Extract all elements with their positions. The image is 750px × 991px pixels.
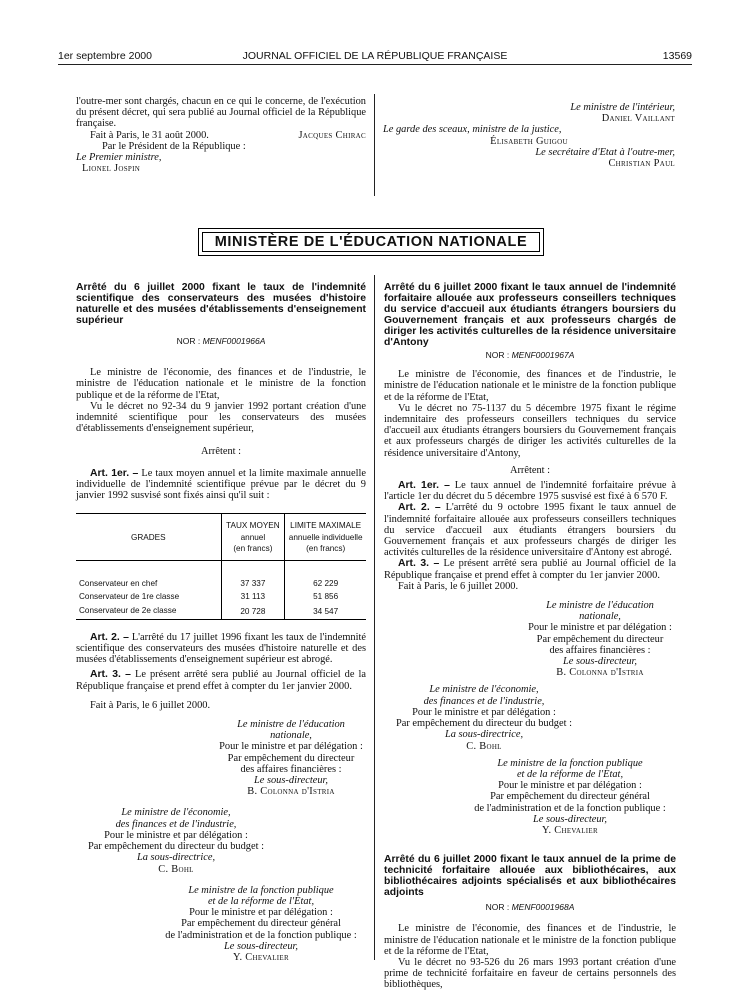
grade-cell: Conservateur de 1re classe <box>79 592 180 602</box>
sig-role: Le sous-directeur, <box>532 813 608 825</box>
ministry-banner <box>198 228 544 256</box>
outremer-name: Christian Paul <box>608 158 675 170</box>
rates-table-wrapper <box>76 513 366 620</box>
sig-title: des finances et de l'industrie, <box>423 695 545 707</box>
sig-line: Par empêchement du directeur général <box>181 918 341 930</box>
sig-title: Le ministre de l'éducation nationale, <box>546 600 654 623</box>
sig-line: Par empêchement du directeur <box>227 752 355 764</box>
grade-cell: Conservateur en chef <box>79 579 158 589</box>
sig-line: Pour le ministre et par délégation : <box>412 706 556 718</box>
table-row <box>76 604 366 619</box>
sig-title: et de la réforme de l'Etat, <box>516 768 624 780</box>
header-page-number: 13569 <box>662 50 692 62</box>
sig-line: Pour le ministre et par délégation : <box>104 829 248 841</box>
table-row <box>76 577 366 590</box>
right-preamble: Le ministre de l'économie, des finances et de l'industrie, le ministre de l'éducation nationale et le ministre de la fonction publique et de la réforme de l'Etat, <box>384 369 676 403</box>
grade-cell: Conservateur de 2e classe <box>79 605 177 615</box>
sig-name: Y. Chevalier <box>233 951 289 963</box>
right-nor <box>384 350 676 361</box>
sig-title: Le ministre de la fonction publique <box>188 884 334 896</box>
art2-text: L'arrêté du 17 juillet 1996 fixant les taux de l'indemnité scientifique des conservateurs des musées d'histoire naturelle et des musées d'établissements d'enseignement supérieur est abrogé. <box>76 631 366 666</box>
column-divider-top <box>374 94 375 196</box>
nor-value: MENF0001968A <box>511 902 575 913</box>
sig-line: de l'administration et de la fonction publique : <box>474 802 666 814</box>
right-vu: Vu le décret no 75-1137 du 5 décembre 1975 fixant le régime indemnitaire des professeurs conseillers techniques du service d'accueil aux étudiants étrangers boursiers du Gouvernement français et aux professeurs chargés de diriger les activités culturelles de la résidence universitaire d'Antony, <box>384 402 676 459</box>
sig-line: Par empêchement du directeur <box>536 633 664 645</box>
right-decree-title-2: Arrêté du 6 juillet 2000 fixant le taux annuel de la prime de technicité forfaitaire allouée aux bibliothécaires, aux bibliothécaires adjoints spécialisés et aux bibliothécaires adjoints <box>384 854 676 899</box>
art2-label: Art. 2. – <box>90 631 129 643</box>
col-limite-sub1: annuelle individuelle <box>288 532 363 542</box>
sig-name: B. Colonna d'Istria <box>556 667 644 679</box>
right-signature-economie <box>384 684 584 751</box>
right-signature-fonction-publique <box>384 758 676 836</box>
sig-name: C. Bohl <box>466 740 502 752</box>
sig-title: Le ministre de l'économie, <box>121 807 231 819</box>
left-art1 <box>76 468 366 502</box>
rates-table <box>76 514 366 619</box>
limite-cell: 34 547 <box>285 604 366 619</box>
fait-a-paris: Fait à Paris, le 31 août 2000. <box>90 129 209 141</box>
par-le-president: Par le Président de la République : <box>102 141 246 153</box>
column-divider <box>374 275 375 960</box>
limite-cell: 62 229 <box>285 577 366 590</box>
col-limite-sub2: (en francs) <box>306 543 346 553</box>
justice-title: Le garde des sceaux, ministre de la justice, <box>383 124 562 136</box>
nor-label: NOR : <box>485 902 510 913</box>
col-grades: GRADES <box>76 514 221 561</box>
sig-name: C. Bohl <box>158 863 194 875</box>
sig-name: B. Colonna d'Istria <box>247 786 335 798</box>
sig-role: La sous-directrice, <box>136 852 216 864</box>
ministry-title: MINISTÈRE DE L'ÉDUCATION NATIONALE <box>202 232 540 252</box>
sig-line: des affaires financières : <box>549 644 651 656</box>
sig-title: Le ministre de l'économie, <box>429 684 539 696</box>
nor-value: MENF0001967A <box>511 350 575 360</box>
left-art2 <box>76 632 366 666</box>
decree-closing-paragraph: l'outre-mer sont chargés, chacun en ce qui le concerne, de l'exécution du présent décret, qui sera publié au Journal officiel de la République française. <box>76 96 366 130</box>
art3-text: Le présent arrêté sera publié au Journal officiel de la République française et prend effet à compter du 1er janvier 2000. <box>384 558 676 581</box>
art1-label: Art. 1er. – <box>398 480 450 492</box>
sig-line: Pour le ministre et par délégation : <box>528 622 672 634</box>
premier-ministre-name: Lionel Jospin <box>82 163 141 175</box>
top-right-signatures <box>383 102 675 169</box>
header-rule <box>58 64 692 65</box>
right-art1 <box>384 480 676 502</box>
right-vu-2: Vu le décret no 93-526 du 26 mars 1993 portant création d'une prime de technicité forfaitaire en faveur de certains personnels des bibliothèques, <box>384 956 676 991</box>
sig-title: et de la réforme de l'Etat, <box>207 895 315 907</box>
header-journal-title: JOURNAL OFFICIEL DE LA RÉPUBLIQUE FRANÇAISE <box>242 50 508 62</box>
sig-line: de l'administration et de la fonction publique : <box>165 929 357 941</box>
right-art3 <box>384 558 676 580</box>
right-nor-2 <box>384 902 676 913</box>
left-arretent: Arrêtent : <box>200 446 242 458</box>
left-signature-economie <box>76 807 276 874</box>
interieur-name: Daniel Vaillant <box>601 113 675 125</box>
nor-value: MENF0001966A <box>202 336 266 346</box>
art3-text: Le présent arrêté sera publié au Journal officiel de la République française et prend effet à compter du 1er janvier 2000. <box>76 669 366 692</box>
left-nor <box>76 336 366 347</box>
col-taux-sub2: (en francs) <box>233 543 273 553</box>
left-vu: Vu le décret no 92-34 du 9 janvier 1992 portant création d'une indemnité scientifique pour les conservateurs des musées d'établissements d'enseignement supérieur, <box>76 400 366 435</box>
table-row <box>76 590 366 603</box>
right-arretent: Arrêtent : <box>509 464 551 476</box>
nor-label: NOR : <box>176 336 201 346</box>
col-limite <box>285 514 366 561</box>
sig-line: Par empêchement du directeur du budget : <box>87 841 264 853</box>
sig-line: Par empêchement du directeur général <box>490 791 650 803</box>
taux-cell: 37 337 <box>221 577 285 590</box>
right-column <box>384 282 676 991</box>
left-signature-education <box>76 719 366 797</box>
president-signature: Jacques Chirac <box>298 129 366 141</box>
sig-role: La sous-directrice, <box>444 729 524 741</box>
sig-line: Pour le ministre et par délégation : <box>189 907 333 919</box>
art2-label: Art. 2. – <box>398 502 441 514</box>
justice-name: Élisabeth Guigou <box>490 135 568 147</box>
left-column <box>76 282 366 963</box>
left-signature-fonction-publique <box>76 885 366 963</box>
right-fait: Fait à Paris, le 6 juillet 2000. <box>398 580 519 592</box>
right-signature-education <box>384 600 676 678</box>
sig-line: des affaires financières : <box>240 763 342 775</box>
art2-text: L'arrêté du 9 octobre 1995 fixant le taux annuel de l'indemnité forfaitaire allouée aux professeurs conseillers techniques du service d'accueil aux étudiants étrangers boursiers du Gouvernement français et aux professeurs chargés de diriger les activités culturelles de la résidence universitaire d'Antony est abrogé. <box>384 502 676 559</box>
col-taux <box>221 514 285 561</box>
premier-ministre-title: Le Premier ministre, <box>76 152 162 164</box>
col-taux-sub1: annuel <box>240 532 266 542</box>
col-taux-label: TAUX MOYEN <box>226 521 280 531</box>
sig-title: Le ministre de la fonction publique <box>497 757 643 769</box>
sig-line: Pour le ministre et par délégation : <box>498 780 642 792</box>
art1-label: Art. 1er. – <box>90 467 139 479</box>
taux-cell: 20 728 <box>221 604 285 619</box>
sig-role: Le sous-directeur, <box>223 940 299 952</box>
art1-text: Le taux moyen annuel et la limite maximale annuelle individuelle de l'indemnité scientifique prévue par le décret du 9 janvier 1992 susvisé sont fixés ainsi qu'il suit : <box>76 467 366 502</box>
right-preamble-2: Le ministre de l'économie, des finances et de l'industrie, le ministre de l'éducation nationale et le ministre de la fonction publique et de la réforme de l'Etat, <box>384 923 676 957</box>
interieur-title: Le ministre de l'intérieur, <box>570 102 675 113</box>
outremer-title: Le secrétaire d'Etat à l'outre-mer, <box>535 146 675 158</box>
art1-text: Le taux annuel de l'indemnité forfaitaire prévue à l'article 1er du décret du 5 décembre 1975 susvisé est fixé à 6 570 F. <box>384 480 676 503</box>
nor-label: NOR : <box>485 350 510 360</box>
sig-role: Le sous-directeur, <box>253 775 329 787</box>
sig-title: Le ministre de l'éducation nationale, <box>237 719 345 742</box>
sig-line: Par empêchement du directeur du budget : <box>395 718 572 730</box>
right-art2 <box>384 502 676 558</box>
sig-role: Le sous-directeur, <box>562 656 638 668</box>
art3-label: Art. 3. – <box>398 558 440 570</box>
sig-line: Pour le ministre et par délégation : <box>219 741 363 753</box>
sig-title: des finances et de l'industrie, <box>115 818 237 830</box>
top-left-block <box>76 96 366 175</box>
col-limite-label: LIMITE MAXIMALE <box>290 521 362 531</box>
left-decree-title: Arrêté du 6 juillet 2000 fixant le taux de l'indemnité scientifique des conservateurs des musées d'histoire naturelle et des musées d'établissements d'enseignement supérieur <box>76 282 366 326</box>
left-fait: Fait à Paris, le 6 juillet 2000. <box>90 699 211 711</box>
left-preamble: Le ministre de l'économie, des finances et de l'industrie, le ministre de l'éducation nationale et le ministre de la fonction publique et de la réforme de l'Etat, <box>76 367 366 401</box>
right-decree-title: Arrêté du 6 juillet 2000 fixant le taux annuel de l'indemnité forfaitaire allouée aux professeurs conseillers techniques du service d'accueil aux étudiants étrangers boursiers du Gouvernement français et aux professeurs chargés de diriger les activités culturelles de la résidence universitaire d'Antony <box>384 282 676 348</box>
taux-cell: 31 113 <box>221 590 285 603</box>
left-art3 <box>76 669 366 691</box>
limite-cell: 51 856 <box>285 590 366 603</box>
art3-label: Art. 3. – <box>90 669 131 681</box>
sig-name: Y. Chevalier <box>542 824 598 836</box>
header-date: 1er septembre 2000 <box>58 50 152 62</box>
